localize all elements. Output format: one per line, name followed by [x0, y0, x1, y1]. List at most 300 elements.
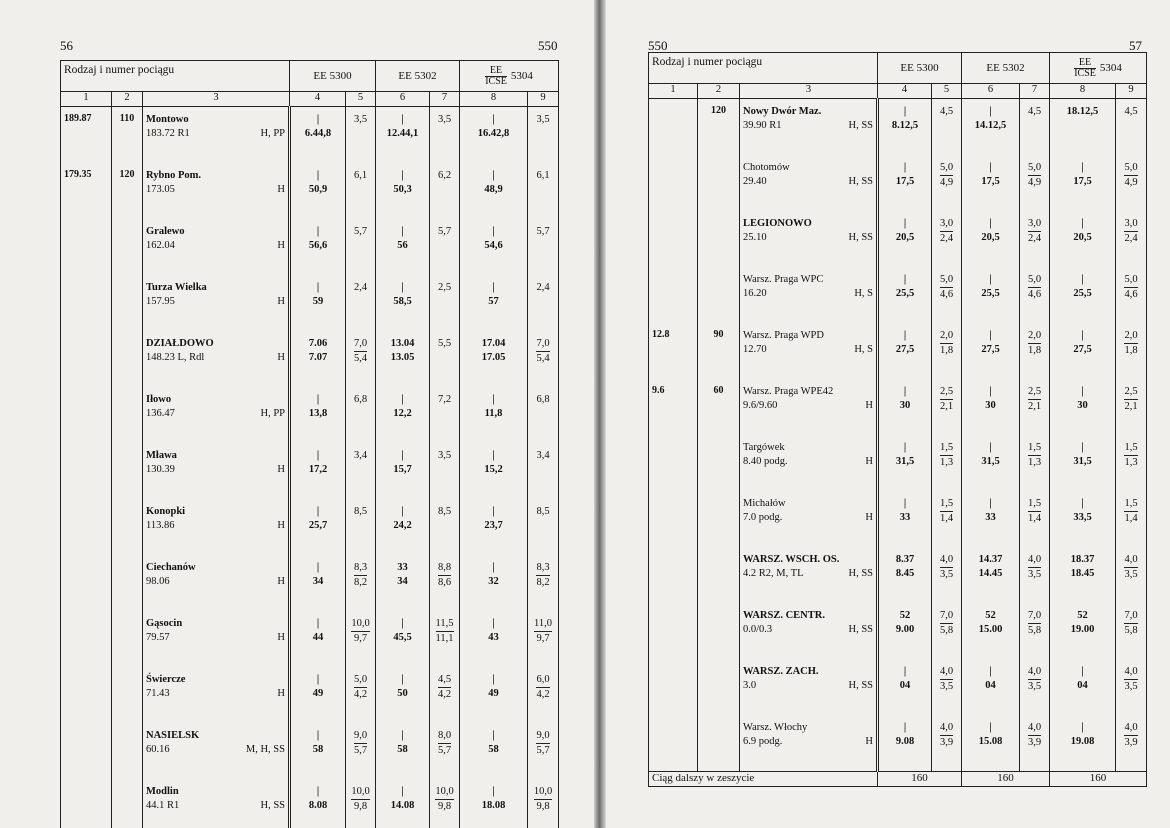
- train-speed-top: 2,5: [1028, 385, 1041, 400]
- train-speed-top: 2,5: [1124, 385, 1137, 400]
- train-speed-cell: [932, 379, 962, 435]
- train-time-top: |: [316, 562, 320, 573]
- station-km: 157.95: [146, 296, 175, 307]
- train-speed-top: 4,5: [438, 673, 451, 688]
- train-time-bottom: 27,5: [1073, 344, 1092, 355]
- footer-label: Ciąg dalszy w zeszycie: [649, 772, 878, 787]
- train-speed-bottom: 5,7: [437, 745, 452, 756]
- train-time-top: |: [401, 450, 404, 461]
- train-time-top: 8.37: [895, 554, 915, 565]
- station-details: [146, 631, 285, 645]
- train-speed-cell: [430, 387, 460, 443]
- train-time-cell: [1050, 211, 1116, 267]
- station-cell: [740, 491, 878, 547]
- train-speed-top: 3,0: [1124, 217, 1137, 232]
- station-cell: [143, 387, 290, 443]
- train-speed-bottom: 2,1: [1027, 401, 1042, 412]
- station-name: Rybno Pom.: [146, 170, 202, 181]
- station-row: [61, 163, 559, 219]
- speed-value: 60: [698, 379, 740, 435]
- train-speed-cell: [346, 723, 376, 779]
- train-speed-top: 1,5: [940, 441, 953, 456]
- train-speed-cell: [1020, 99, 1050, 156]
- book-gutter: [594, 0, 606, 828]
- train-speed-bottom: 9,7: [536, 633, 550, 644]
- train-speed-bottom: 6,1: [353, 170, 368, 181]
- train-time-cell: [962, 379, 1020, 435]
- station-row: [61, 275, 559, 331]
- station-km: 39.90 R1: [743, 120, 782, 131]
- train-time-cell: [376, 275, 430, 331]
- station-codes: H, SS: [848, 568, 873, 579]
- train-time-bottom: 27,5: [895, 344, 915, 355]
- speed-value: [698, 659, 740, 715]
- station-km: 136.47: [146, 408, 175, 419]
- train-speed-cell: [430, 499, 460, 555]
- station-cell: [740, 715, 878, 772]
- train-time-top: |: [401, 786, 404, 797]
- km-value: [649, 211, 698, 267]
- train-time-cell: [376, 611, 430, 667]
- train-time-bottom: 33,5: [1073, 512, 1092, 523]
- train-time-cell: [460, 387, 528, 443]
- train-time-cell: [1050, 267, 1116, 323]
- station-row: [61, 723, 559, 779]
- train-time-cell: [290, 499, 346, 555]
- train-time-top: |: [989, 274, 992, 285]
- train-category: [1074, 58, 1096, 79]
- train-speed-top: 5,0: [1028, 161, 1041, 176]
- station-name: Michałów: [743, 498, 786, 509]
- train-speed-cell: [932, 323, 962, 379]
- train-time-bottom: 27,5: [981, 344, 1000, 355]
- station-km: 130.39: [146, 464, 175, 475]
- train-speed-cell: [346, 499, 376, 555]
- station-km: 16.20: [743, 288, 767, 299]
- train-time-top: |: [903, 274, 907, 285]
- train-time-top: |: [316, 450, 320, 461]
- train-time-bottom: 20,5: [1073, 232, 1092, 243]
- right-page: [606, 0, 1170, 828]
- train-time-top: |: [989, 722, 992, 733]
- train-speed-bottom: 5,8: [1124, 625, 1138, 636]
- station-cell: [740, 435, 878, 491]
- train-time-bottom: 04: [1077, 680, 1088, 691]
- train-time-cell: [1050, 547, 1116, 603]
- train-speed-bottom: 1,8: [939, 345, 954, 356]
- train-time-top: |: [1081, 162, 1084, 173]
- train-time-bottom: 58: [312, 744, 324, 755]
- page-number-secondary: 57: [1129, 38, 1142, 53]
- train-speed-cell: [528, 779, 559, 828]
- train-time-top: |: [401, 282, 404, 293]
- train-speed-bottom: 9,8: [437, 801, 452, 812]
- train-time-cell: [376, 387, 430, 443]
- train-time-bottom: 54,6: [484, 240, 503, 251]
- train-speed-top: 4,0: [940, 665, 953, 680]
- station-name: Warsz. Praga WPC: [743, 274, 824, 285]
- train-speed-bottom: 8,5: [536, 506, 550, 517]
- speed-value: [698, 603, 740, 659]
- train-time-cell: [962, 603, 1020, 659]
- train-speed-bottom: 2,1: [939, 401, 954, 412]
- train-time-cell: [290, 163, 346, 219]
- train-speed-bottom: 3,5: [1124, 569, 1138, 580]
- train-speed-bottom: 5,4: [536, 353, 550, 364]
- train-speed-cell: [528, 107, 559, 164]
- station-row: [61, 667, 559, 723]
- station-cell: [143, 107, 290, 164]
- train-speed-cell: [528, 555, 559, 611]
- km-value: [649, 715, 698, 772]
- train-speed-cell: [528, 387, 559, 443]
- train-speed-top: 5,0: [354, 673, 367, 688]
- train-speed-top: 5,0: [1124, 273, 1137, 288]
- page-number: 56: [60, 38, 73, 53]
- km-value: [649, 155, 698, 211]
- train-time-bottom: 31,5: [981, 456, 1000, 467]
- train-time-cell: [290, 723, 346, 779]
- train-time-top: |: [903, 666, 907, 677]
- train-speed-cell: [346, 331, 376, 387]
- station-codes: H, S: [854, 288, 873, 299]
- column-number: 7: [430, 92, 460, 107]
- train-time-bottom: 18.08: [481, 800, 506, 811]
- footer-value: 160: [962, 772, 1050, 787]
- train-time-bottom: 34: [312, 576, 324, 587]
- station-details: [743, 231, 873, 245]
- train-time-top: |: [316, 394, 320, 405]
- train-time-cell: [878, 491, 932, 547]
- train-speed-cell: [932, 603, 962, 659]
- train-speed-cell: [1020, 491, 1050, 547]
- train-time-bottom: 17,5: [981, 176, 1000, 187]
- train-speed-bottom: 1,3: [1027, 457, 1042, 468]
- train-speed-bottom: 4,9: [939, 177, 954, 188]
- station-codes: H: [865, 736, 873, 747]
- station-codes: H, SS: [848, 176, 873, 187]
- column-number: 1: [61, 92, 112, 107]
- train-speed-cell: [528, 275, 559, 331]
- train-time-top: |: [1081, 498, 1084, 509]
- train-time-top: |: [492, 394, 495, 405]
- train-speed-cell: [1116, 715, 1147, 772]
- station-row: [649, 155, 1147, 211]
- train-speed-bottom: 2,1: [1124, 401, 1138, 412]
- train-speed-cell: [346, 611, 376, 667]
- column-number: 5: [932, 84, 962, 99]
- header-train-label: Rodzaj i numer pociągu: [649, 53, 878, 84]
- station-row: [649, 323, 1147, 379]
- train-time-cell: [460, 331, 528, 387]
- train-speed-top: 5,0: [1124, 161, 1137, 176]
- header-train-ee5302: EE 5302: [962, 53, 1050, 84]
- train-speed-cell: [430, 667, 460, 723]
- train-number: 5304: [1099, 61, 1122, 74]
- train-time-cell: [1050, 659, 1116, 715]
- train-time-cell: [878, 211, 932, 267]
- train-speed-cell: [528, 723, 559, 779]
- station-cell: [143, 275, 290, 331]
- station-name: Modlin: [146, 786, 179, 797]
- train-speed-top: 10,0: [534, 785, 552, 800]
- train-speed-top: 1,5: [1028, 497, 1041, 512]
- train-speed-bottom: 4,2: [353, 689, 368, 700]
- train-time-cell: [878, 547, 932, 603]
- station-km: 173.05: [146, 184, 175, 195]
- station-name: Warsz. Włochy: [743, 722, 808, 733]
- station-km: 162.04: [146, 240, 175, 251]
- train-speed-top: 4,0: [1124, 721, 1137, 736]
- train-speed-cell: [932, 155, 962, 211]
- station-name: WARSZ. WSCH. OS.: [743, 554, 840, 565]
- column-number: 8: [1050, 84, 1116, 99]
- train-speed-top: 1,5: [1124, 497, 1137, 512]
- page-number: 550: [648, 38, 668, 53]
- train-time-top: |: [492, 282, 495, 293]
- train-time-cell: [1050, 603, 1116, 659]
- train-speed-cell: [430, 331, 460, 387]
- train-speed-top: 6,0: [536, 673, 549, 688]
- train-speed-bottom: 8,2: [353, 577, 368, 588]
- train-time-bottom: 58,5: [393, 296, 412, 307]
- train-speed-top: 4,0: [1124, 665, 1137, 680]
- station-cell: [143, 331, 290, 387]
- train-time-cell: [878, 603, 932, 659]
- train-time-cell: [878, 379, 932, 435]
- station-details: [743, 735, 873, 749]
- station-details: [146, 127, 285, 141]
- header-row: [61, 61, 559, 92]
- train-time-bottom: 25,5: [1073, 288, 1092, 299]
- train-time-bottom: 18.45: [1070, 568, 1095, 579]
- train-time-cell: [290, 667, 346, 723]
- column-number: 2: [698, 84, 740, 99]
- train-time-top: |: [1081, 218, 1084, 229]
- train-speed-cell: [932, 435, 962, 491]
- km-value: [61, 443, 112, 499]
- train-speed-cell: [1020, 211, 1050, 267]
- km-value: [61, 331, 112, 387]
- header-train-ee5300: EE 5300: [878, 53, 962, 84]
- header-train-ee5302: EE 5302: [376, 61, 460, 92]
- station-codes: H: [865, 456, 873, 467]
- train-speed-bottom: 8,6: [437, 577, 452, 588]
- train-time-top: |: [401, 618, 404, 629]
- train-time-cell: [962, 267, 1020, 323]
- train-speed-bottom: 5,7: [536, 745, 550, 756]
- train-speed-cell: [430, 107, 460, 164]
- train-time-cell: [1050, 435, 1116, 491]
- station-cell: [740, 99, 878, 156]
- train-speed-cell: [1020, 603, 1050, 659]
- train-time-cell: [290, 107, 346, 164]
- train-time-bottom: 17.05: [481, 352, 506, 363]
- train-time-bottom: 49: [488, 688, 499, 699]
- train-time-cell: [1050, 99, 1116, 156]
- station-name: WARSZ. CENTR.: [743, 610, 825, 621]
- station-details: [146, 743, 285, 757]
- train-time-cell: [376, 443, 430, 499]
- train-time-cell: [290, 443, 346, 499]
- footer-value: 160: [878, 772, 962, 787]
- train-speed-bottom: 1,3: [1124, 457, 1138, 468]
- train-speed-bottom: 3,9: [1027, 737, 1042, 748]
- train-time-bottom: 58: [397, 744, 408, 755]
- station-km: 148.23 L, Rdl: [146, 352, 205, 363]
- train-speed-top: 11,0: [534, 617, 552, 632]
- station-cell: [143, 555, 290, 611]
- speed-value: [112, 611, 143, 667]
- train-speed-cell: [528, 499, 559, 555]
- station-details: [146, 183, 285, 197]
- train-speed-bottom: 1,4: [1027, 513, 1042, 524]
- train-speed-cell: [1116, 323, 1147, 379]
- train-time-top: |: [492, 562, 495, 573]
- train-time-cell: [376, 667, 430, 723]
- station-details: [743, 399, 873, 413]
- train-time-bottom: 15.08: [978, 736, 1003, 747]
- header-train-ee5300: EE 5300: [290, 61, 376, 92]
- train-time-bottom: 30: [899, 400, 911, 411]
- station-codes: H, S: [854, 344, 873, 355]
- train-speed-bottom: 6,8: [353, 394, 368, 405]
- station-codes: M, H, SS: [245, 744, 285, 755]
- train-time-bottom: 50,3: [393, 184, 412, 195]
- km-value: 179.35: [61, 163, 112, 219]
- station-details: [743, 455, 873, 469]
- train-speed-bottom: 2,5: [437, 282, 452, 293]
- train-speed-top: 1,5: [1028, 441, 1041, 456]
- train-speed-top: 1,5: [1124, 441, 1137, 456]
- train-time-cell: [460, 667, 528, 723]
- station-km: 113.86: [146, 520, 175, 531]
- train-time-cell: [878, 435, 932, 491]
- train-time-bottom: 12,2: [393, 408, 412, 419]
- station-cell: [143, 163, 290, 219]
- km-value: [61, 779, 112, 828]
- train-time-bottom: 50,9: [308, 184, 328, 195]
- train-speed-bottom: 2,4: [1124, 233, 1138, 244]
- train-time-top: |: [989, 330, 992, 341]
- train-speed-bottom: 3,5: [1027, 569, 1042, 580]
- train-time-cell: [460, 555, 528, 611]
- speed-value: [698, 267, 740, 323]
- train-speed-bottom: 3,5: [437, 450, 452, 461]
- train-time-top: |: [316, 282, 320, 293]
- train-speed-bottom: 3,5: [939, 681, 954, 692]
- km-value: 189.87: [61, 107, 112, 164]
- train-speed-cell: [1020, 323, 1050, 379]
- column-number: 4: [878, 84, 932, 99]
- station-codes: H: [277, 352, 285, 363]
- train-time-top: |: [401, 506, 404, 517]
- train-speed-cell: [1116, 659, 1147, 715]
- train-speed-cell: [932, 491, 962, 547]
- train-time-bottom: 32: [488, 576, 499, 587]
- train-speed-bottom: 3,5: [353, 114, 368, 125]
- train-time-cell: [878, 155, 932, 211]
- train-time-top: |: [989, 218, 992, 229]
- train-time-cell: [962, 659, 1020, 715]
- train-speed-bottom: 4,9: [1124, 177, 1138, 188]
- station-row: [649, 603, 1147, 659]
- station-details: [146, 295, 285, 309]
- train-speed-bottom: 4,5: [1027, 106, 1042, 117]
- train-time-cell: [460, 723, 528, 779]
- station-details: [743, 567, 873, 581]
- train-speed-bottom: 6,8: [536, 394, 550, 405]
- km-value: [649, 659, 698, 715]
- train-speed-cell: [430, 219, 460, 275]
- station-details: [146, 799, 285, 813]
- train-speed-bottom: 4,2: [437, 689, 452, 700]
- station-codes: H: [277, 296, 285, 307]
- km-value: [649, 603, 698, 659]
- train-time-top: |: [1081, 666, 1084, 677]
- train-category-top: EE: [485, 66, 507, 77]
- train-speed-cell: [346, 163, 376, 219]
- train-speed-bottom: 3,4: [536, 450, 550, 461]
- train-speed-bottom: 1,8: [1027, 345, 1042, 356]
- train-speed-bottom: 3,4: [353, 450, 368, 461]
- train-speed-top: 1,5: [940, 497, 953, 512]
- train-speed-cell: [430, 555, 460, 611]
- station-codes: H, SS: [848, 120, 873, 131]
- footer-row: [649, 772, 1147, 787]
- station-codes: H, SS: [848, 232, 873, 243]
- train-time-cell: [376, 779, 430, 828]
- train-speed-top: 10,0: [351, 785, 369, 800]
- train-speed-cell: [932, 267, 962, 323]
- train-speed-bottom: 4,6: [1124, 289, 1138, 300]
- train-time-cell: [290, 219, 346, 275]
- station-codes: H: [277, 520, 285, 531]
- train-time-bottom: 11,8: [484, 408, 503, 419]
- station-name: NASIELSK: [146, 730, 200, 741]
- train-speed-bottom: 4,9: [1027, 177, 1042, 188]
- station-name: Targówek: [743, 442, 785, 453]
- train-time-cell: [460, 779, 528, 828]
- station-name: Montowo: [146, 114, 189, 125]
- station-cell: [740, 659, 878, 715]
- train-time-bottom: 04: [985, 680, 996, 691]
- train-time-top: |: [1081, 386, 1084, 397]
- train-speed-top: 2,0: [940, 329, 953, 344]
- station-codes: H, PP: [260, 128, 285, 139]
- train-speed-bottom: 4,5: [939, 106, 954, 117]
- train-time-top: 52: [1077, 610, 1088, 621]
- station-details: [146, 407, 285, 421]
- station-cell: [740, 155, 878, 211]
- train-time-top: 52: [899, 610, 911, 621]
- train-time-top: |: [316, 506, 320, 517]
- train-speed-bottom: 5,7: [353, 745, 368, 756]
- train-speed-bottom: 1,4: [939, 513, 954, 524]
- train-time-top: |: [316, 730, 320, 741]
- station-codes: H, SS: [848, 680, 873, 691]
- train-time-top: |: [401, 730, 404, 741]
- train-speed-cell: [932, 715, 962, 772]
- train-time-bottom: 7.07: [308, 352, 328, 363]
- train-speed-top: 4,0: [1028, 553, 1041, 568]
- train-speed-bottom: 3,9: [939, 737, 954, 748]
- train-speed-cell: [346, 779, 376, 828]
- train-time-cell: [290, 555, 346, 611]
- train-time-bottom: 20,5: [895, 232, 915, 243]
- train-time-top: |: [989, 498, 992, 509]
- train-speed-top: 8,0: [438, 729, 451, 744]
